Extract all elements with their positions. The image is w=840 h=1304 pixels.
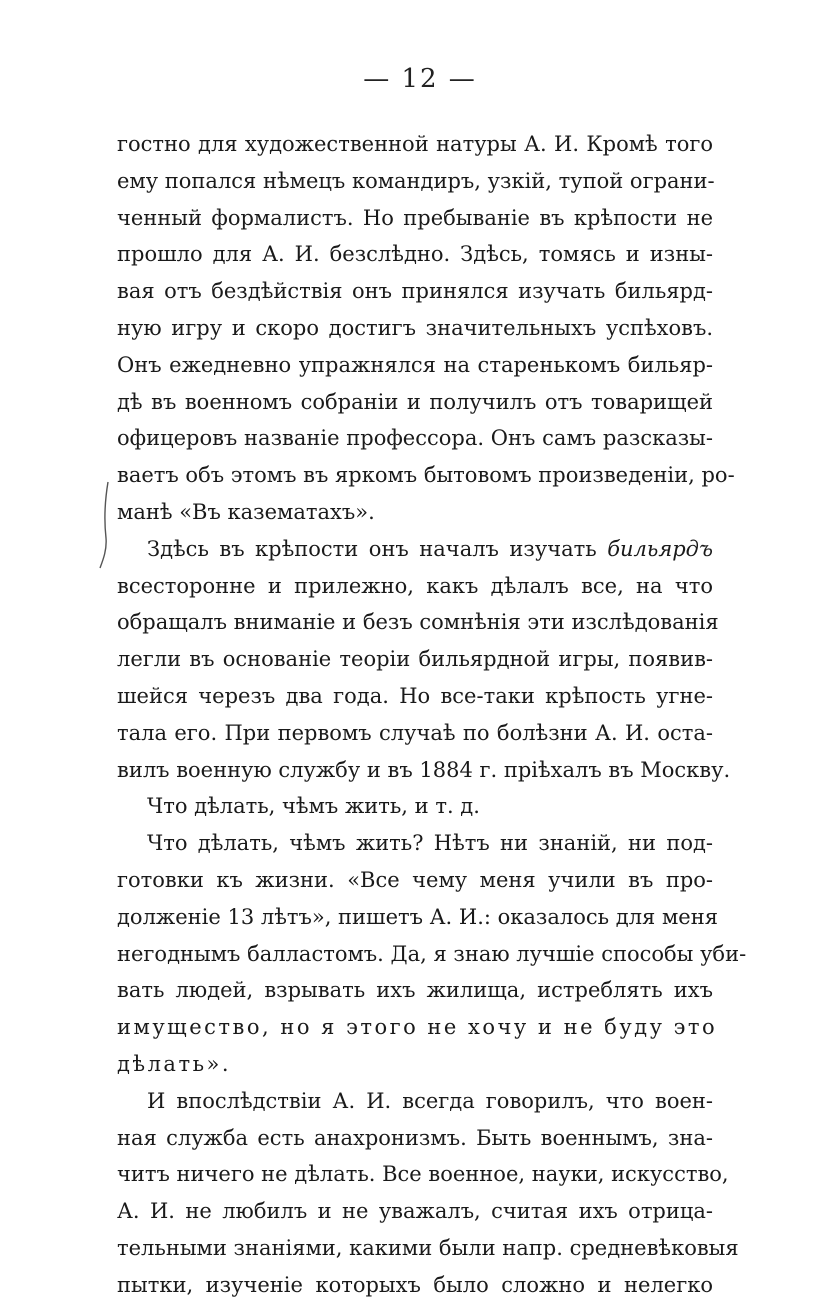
text-line: ченный формалистъ. Но пребыванiе въ крѣпости не xyxy=(117,205,713,230)
body-text xyxy=(117,126,747,1304)
text-line: вая отъ бездѣйствiя онъ принялся изучать бильярд- xyxy=(117,279,713,304)
paragraph-1 xyxy=(117,126,735,531)
text-line: офицеровъ названiе профессора. Онъ самъ разсказы- xyxy=(117,426,713,451)
text-line: вать людей, взрывать ихъ жилища, истреблять ихъ xyxy=(117,978,713,1003)
text-line: Онъ ежедневно упражнялся на старенькомъ бильяр- xyxy=(117,352,713,377)
margin-pencil-mark xyxy=(94,480,114,570)
paragraph-3 xyxy=(117,788,713,825)
paragraph-2 xyxy=(117,531,731,789)
text-line: А. И. не любилъ и не уважалъ, считая ихъ отрица- xyxy=(117,1199,713,1224)
section-heading-line: Что дѣлать, чѣмъ жить, и т. д. xyxy=(147,794,480,819)
text-line: ную игру и скоро достигъ значительныхъ успѣховъ. xyxy=(117,315,713,340)
text-line: всесторонне и прилежно, какъ дѣлалъ все, на что xyxy=(117,573,713,598)
text-line: читъ ничего не дѣлать. Все военное, науки, искусство, xyxy=(117,1162,729,1187)
text-line: вилъ военную службу и въ 1884 г. прiѣхалъ въ Москву. xyxy=(117,757,731,782)
text-line: гостно для художественной натуры А. И. Кромѣ того xyxy=(117,132,713,156)
paragraph-5 xyxy=(117,1083,739,1304)
text-line: ему попался нѣмецъ командиръ, узкiй, тупой ограни- xyxy=(117,168,715,193)
text-line: пытки, изученiе которыхъ было сложно и нелегко xyxy=(117,1272,713,1297)
text-line: манѣ «Въ казематахъ». xyxy=(117,499,375,524)
paragraph-4 xyxy=(117,825,747,1083)
text-line: обращалъ вниманiе и безъ сомнѣнiя эти изслѣдованiя xyxy=(117,610,719,635)
text-line: дѣлать». xyxy=(117,1051,232,1076)
text-line: легли въ основанiе теорiи бильярдной игры, появив- xyxy=(117,647,713,672)
text-line: тала его. При первомъ случаѣ по болѣзни А. И. оста- xyxy=(117,720,713,745)
page-number: — 12 — xyxy=(363,64,477,94)
text-line: шейся черезъ два года. Но все-таки крѣпость угне- xyxy=(117,683,713,708)
text-line: долженiе 13 лѣтъ», пишетъ А. И.: оказалось для меня xyxy=(117,904,718,929)
text-line: дѣ въ военномъ собранiи и получилъ отъ товарищей xyxy=(117,389,713,414)
text-line: И впослѣдствiи А. И. всегда говорилъ, что воен- xyxy=(147,1088,713,1113)
text-line: Что дѣлать, чѣмъ жить? Нѣтъ ни знанiй, ни под- xyxy=(147,831,713,856)
text-line: готовки къ жизни. «Все чему меня учили въ про- xyxy=(117,867,713,892)
text-segment: Здѣсь въ крѣпости онъ началъ изучать xyxy=(147,536,597,561)
text-line xyxy=(117,531,713,568)
text-line: негоднымъ балластомъ. Да, я знаю лучшiе способы уби- xyxy=(117,941,747,966)
italic-term: бильярдъ xyxy=(607,536,713,561)
text-line: имущество, но я этого не хочу и не буду это xyxy=(117,1015,718,1040)
text-line: ная служба есть анахронизмъ. Быть военнымъ, зна- xyxy=(117,1125,713,1150)
text-line: прошло для А. И. безслѣдно. Здѣсь, томясь и изны- xyxy=(117,242,713,267)
text-line: тельными знанiями, какими были напр. средневѣковыя xyxy=(117,1235,739,1260)
text-line: ваетъ объ этомъ въ яркомъ бытовомъ произведенiи, ро- xyxy=(117,463,735,488)
